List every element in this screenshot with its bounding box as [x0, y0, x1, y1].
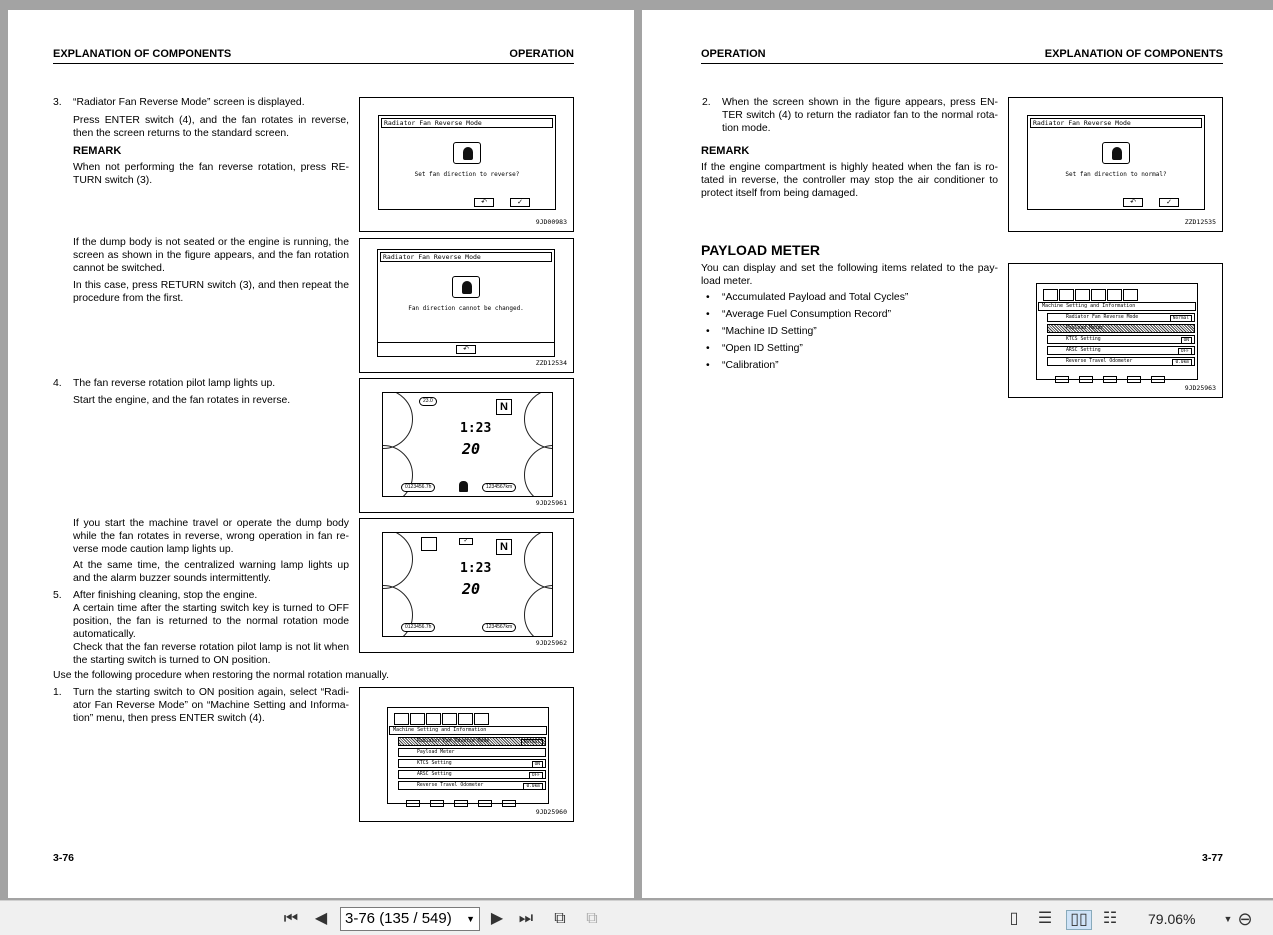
menu-row-value: Normal	[1170, 315, 1192, 322]
step-number: 5.	[53, 590, 62, 601]
menu-screen	[387, 707, 549, 804]
list-item	[706, 359, 996, 372]
remark-text: If the engine compartment is highly heated when the fan is ro-tated in reverse, the controller may stop the air conditioner to protect itself from being damaged.	[701, 162, 998, 199]
list-item	[706, 325, 996, 338]
menu-tabs	[1043, 288, 1139, 300]
menu-row-value: ON	[1181, 337, 1192, 344]
menu-row-label: Reverse Travel Odometer	[417, 783, 484, 788]
figure-code: 9JD25962	[535, 639, 567, 647]
list-item-text: “Machine ID Setting”	[722, 326, 817, 337]
menu-row	[398, 748, 546, 757]
gauge-top-left	[382, 532, 413, 589]
manual-restore-note: Use the following procedure when restoring the normal rotation manually.	[53, 670, 389, 681]
dump-body-note	[73, 236, 349, 305]
step-3	[53, 96, 349, 187]
remark-heading: REMARK	[701, 145, 750, 157]
menu-row	[1047, 335, 1195, 344]
clock-display: 1:23	[460, 421, 492, 436]
menu-row	[398, 781, 546, 790]
figure-code: ZZD12534	[535, 359, 567, 367]
menu-row-value: OFF	[529, 772, 543, 779]
figure-code: 9JD25961	[535, 499, 567, 507]
page-3-76	[8, 10, 634, 898]
next-page-icon[interactable]: ▶	[490, 910, 504, 927]
speed-display: 20	[462, 440, 481, 458]
gear-indicator: N	[496, 539, 512, 555]
menu-row-label: KTCS Setting	[1066, 337, 1101, 342]
zoom-level[interactable]: 79.06%	[1148, 911, 1196, 927]
list-item	[706, 291, 996, 304]
header-left: OPERATION	[701, 48, 766, 60]
step-title: After finishing cleaning, stop the engine.	[73, 590, 258, 601]
viewer-toolbar	[0, 900, 1273, 935]
monitor-screen	[377, 249, 555, 357]
list-item-text: “Accumulated Payload and Total Cycles”	[722, 292, 909, 303]
single-page-icon[interactable]: ▯	[1009, 910, 1019, 927]
go-forward-icon[interactable]: ⧉	[586, 910, 598, 927]
instrument-panel	[382, 392, 553, 497]
last-page-icon[interactable]: ⏭	[518, 910, 534, 927]
fan-icon	[1102, 142, 1130, 164]
figure-payload-menu	[1008, 263, 1223, 398]
menu-row-value: Normal	[521, 739, 543, 746]
menu-screen	[1036, 283, 1198, 380]
monitor-screen	[378, 115, 556, 210]
menu-row-label: Payload Meter	[1066, 326, 1104, 331]
screen-message: Set fan direction to normal?	[1065, 171, 1167, 178]
step-body: When the screen shown in the figure appears, press EN-TER switch (4) to return the radiator fan to the normal rota-tion mode.	[722, 97, 998, 134]
bullet-icon: •	[706, 326, 710, 337]
step-title: “Radiator Fan Reverse Mode” screen is displayed.	[73, 97, 305, 108]
step-body: Press ENTER switch (4), and the fan rotates in reverse, then the screen returns to the standard screen.	[73, 115, 349, 139]
menu-row-value: ON	[532, 761, 543, 768]
temperature-display: 23.0	[419, 397, 437, 406]
bullet-icon: •	[706, 309, 710, 320]
section-title: PAYLOAD METER	[701, 242, 821, 258]
check-icon: ✓	[459, 538, 473, 545]
figure-pilot-lamp	[359, 378, 574, 513]
travel-note	[73, 517, 349, 585]
first-page-icon[interactable]: ⏮	[283, 910, 299, 927]
list-item	[706, 308, 996, 321]
monitor-screen	[1027, 115, 1205, 210]
clock-display: 1:23	[460, 561, 492, 576]
step-5	[53, 589, 349, 667]
fan-icon	[453, 142, 481, 164]
menu-row	[1047, 357, 1195, 366]
return-icon: ↶	[456, 345, 476, 354]
menu-row-label: ARSC Setting	[417, 772, 452, 777]
step-body: Start the engine, and the fan rotates in reverse.	[73, 395, 291, 406]
menu-row	[1047, 346, 1195, 355]
step-number: 3.	[53, 97, 62, 108]
paragraph: At the same time, the centralized warning lamp lights up and the alarm buzzer sounds intermittently.	[73, 560, 349, 584]
menu-title: Machine Setting and Information	[1038, 302, 1196, 311]
menu-row-label: KTCS Setting	[417, 761, 452, 766]
check-icon: ✓	[510, 198, 530, 207]
menu-button-bar	[406, 794, 528, 802]
go-back-icon[interactable]: ⧉	[554, 910, 566, 927]
page-number-field[interactable]	[340, 907, 480, 931]
menu-row	[1047, 324, 1195, 333]
header-left: EXPLANATION OF COMPONENTS	[53, 48, 232, 60]
prev-page-icon[interactable]: ◀	[314, 910, 328, 927]
figure-machine-setting-menu	[359, 687, 574, 822]
speed-display: 20	[462, 580, 481, 598]
step-4	[53, 377, 349, 407]
odometer: 1234567km	[482, 623, 516, 632]
menu-row-label: Radiator Fan Reverse Mode	[417, 739, 490, 744]
remark-heading: REMARK	[73, 145, 122, 157]
list-item	[706, 342, 996, 355]
remark-block	[701, 140, 998, 200]
fan-reverse-pilot-lamp-icon	[459, 481, 468, 492]
gear-indicator: N	[496, 399, 512, 415]
page-number-value: 3-76 (135 / 549)	[345, 910, 452, 927]
hour-meter: 0123456.7h	[401, 623, 435, 632]
header-right: OPERATION	[509, 48, 574, 60]
caution-lamp-icon	[421, 537, 437, 551]
figure-code: 9JD25963	[1184, 384, 1216, 392]
fan-icon	[452, 276, 480, 298]
figure-fan-normal-confirm	[1008, 97, 1223, 232]
menu-row	[398, 759, 546, 768]
figure-code: 9JD25960	[535, 808, 567, 816]
payload-intro: You can display and set the following items related to the pay-load meter.	[701, 263, 998, 287]
check-icon: ✓	[1159, 198, 1179, 207]
return-icon: ↶	[474, 198, 494, 207]
list-item-text: “Open ID Setting”	[722, 343, 803, 354]
menu-row	[398, 770, 546, 779]
chevron-down-icon[interactable]: ▼	[466, 914, 475, 924]
gauge-bottom-right	[524, 585, 553, 637]
running-header	[701, 48, 1223, 64]
zoom-out-icon[interactable]: ⊖	[1237, 909, 1253, 929]
gauge-top-left	[382, 392, 413, 449]
step-body: A certain time after the starting switch key is turned to OFF position, the fan is returned to the normal rotation mode automatically.	[73, 603, 349, 640]
figure-code: 9JD00983	[535, 218, 567, 226]
page-3-77	[642, 10, 1273, 898]
step-body: Turn the starting switch to ON position again, select “Radi-ator Fan Reverse Mode” on “Machine Setting and Informa-tion” menu, then press ENTER switch (4).	[73, 687, 349, 724]
menu-title: Machine Setting and Information	[389, 726, 547, 735]
figure-caution-lamp	[359, 518, 574, 653]
figure-fan-cannot-change	[359, 238, 574, 373]
screen-message: Set fan direction to reverse?	[414, 171, 520, 178]
manual-step-1	[53, 686, 349, 725]
return-icon: ↶	[1123, 198, 1143, 207]
header-right: EXPLANATION OF COMPONENTS	[1044, 48, 1223, 60]
gauge-bottom-right	[524, 445, 553, 497]
zoom-dropdown-icon[interactable]: ▼	[1223, 914, 1233, 924]
page-number: 3-77	[1201, 852, 1223, 864]
instrument-panel	[382, 532, 553, 637]
screen-title: Radiator Fan Reverse Mode	[1030, 118, 1202, 128]
menu-row-value: 0.0km	[523, 783, 543, 790]
menu-row	[1047, 313, 1195, 322]
screen-title: Radiator Fan Reverse Mode	[380, 252, 552, 262]
gauge-top-right	[524, 392, 553, 449]
payload-items-list	[706, 291, 996, 376]
continuous-icon[interactable]: ☰	[1037, 910, 1053, 927]
two-page-continuous-icon[interactable]: ☷	[1102, 910, 1118, 927]
remark-text: When not performing the fan reverse rotation, press RE-TURN switch (3).	[73, 162, 349, 186]
divider	[378, 342, 554, 343]
step-title: The fan reverse rotation pilot lamp lights up.	[73, 378, 276, 389]
menu-button-bar	[1055, 370, 1177, 378]
step-2	[702, 96, 998, 135]
bullet-icon: •	[706, 343, 710, 354]
menu-row-label: ARSC Setting	[1066, 348, 1101, 353]
screen-title: Radiator Fan Reverse Mode	[381, 118, 553, 128]
paragraph: If the dump body is not seated or the engine is running, the screen as shown in the figure appears, and the fan rotation cannot be switched.	[73, 237, 349, 274]
paragraph: If you start the machine travel or operate the dump body while the fan rotates in reverse, wrong operation in fan re-verse mode caution lamp lights up.	[73, 518, 349, 555]
page-number: 3-76	[53, 852, 75, 864]
running-header	[53, 48, 574, 64]
menu-row-value: OFF	[1178, 348, 1192, 355]
menu-row-label: Reverse Travel Odometer	[1066, 359, 1133, 364]
list-item-text: “Calibration”	[722, 360, 779, 371]
figure-code: ZZD12535	[1184, 218, 1216, 226]
figure-fan-reverse-confirm	[359, 97, 574, 232]
gauge-top-right	[524, 532, 553, 589]
menu-tabs	[394, 712, 490, 724]
menu-row	[398, 737, 546, 746]
step-number: 2.	[702, 97, 711, 108]
two-page-icon[interactable]: ▯▯	[1066, 910, 1092, 930]
step-number: 1.	[53, 687, 62, 698]
odometer: 1234567km	[482, 483, 516, 492]
paragraph: In this case, press RETURN switch (3), and then repeat the procedure from the first.	[73, 280, 349, 304]
menu-row-label: Payload Meter	[417, 750, 455, 755]
step-number: 4.	[53, 378, 62, 389]
list-item-text: “Average Fuel Consumption Record”	[722, 309, 892, 320]
menu-row-value: 0.0km	[1172, 359, 1192, 366]
menu-row-label: Radiator Fan Reverse Mode	[1066, 315, 1139, 320]
screen-message: Fan direction cannot be changed.	[408, 305, 524, 312]
step-body: Check that the fan reverse rotation pilot lamp is not lit when the starting switch is turned to ON position.	[73, 642, 349, 666]
bullet-icon: •	[706, 292, 710, 303]
bullet-icon: •	[706, 360, 710, 371]
hour-meter: 0123456.7h	[401, 483, 435, 492]
